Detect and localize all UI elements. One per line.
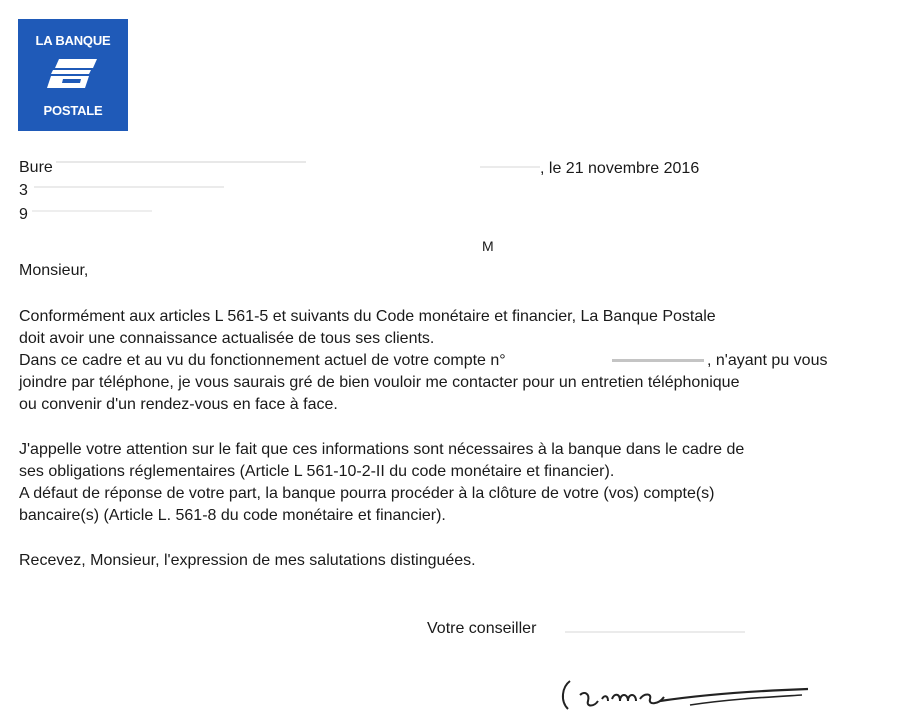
body-line: J'appelle votre attention sur le fait que ces informations sont nécessaires à la banque dans le cadre de bbox=[19, 441, 745, 458]
redaction-smudge bbox=[56, 161, 306, 163]
letter-date: , le 21 novembre 2016 bbox=[540, 160, 700, 177]
logo-text-top: LA BANQUE bbox=[35, 33, 111, 48]
redaction-smudge bbox=[32, 210, 152, 212]
body-line: ou convenir d'un rendez-vous en face à face. bbox=[19, 396, 338, 413]
body-line: Conformément aux articles L 561-5 et suivants du Code monétaire et financier, La Banque Postale bbox=[19, 308, 716, 325]
body-line: joindre par téléphone, je vous saurais gré de bien vouloir me contacter pour un entretien téléphonique bbox=[19, 374, 740, 391]
salutation: Monsieur, bbox=[19, 262, 89, 279]
logo-arrow-icon bbox=[47, 57, 99, 91]
redaction-smudge bbox=[565, 631, 745, 633]
sender-line-1: Bure bbox=[19, 159, 53, 176]
body-line: Dans ce cadre et au vu du fonctionnement actuel de votre compte n° bbox=[19, 352, 506, 369]
body-line: A défaut de réponse de votre part, la banque pourra procéder à la clôture de votre (vos) compte(s) bbox=[19, 485, 715, 502]
bank-logo bbox=[18, 19, 128, 131]
recipient-initial: M bbox=[482, 238, 494, 254]
redaction-smudge bbox=[34, 186, 224, 188]
closing-line: Recevez, Monsieur, l'expression de mes salutations distinguées. bbox=[19, 552, 476, 569]
body-line: bancaire(s) (Article L. 561-8 du code monétaire et financier). bbox=[19, 507, 446, 524]
sender-line-3: 9 bbox=[19, 206, 28, 223]
signature-label: Votre conseiller bbox=[427, 620, 537, 637]
account-number-redacted bbox=[612, 359, 704, 362]
sender-line-2: 3 bbox=[19, 182, 28, 199]
body-line: ses obligations réglementaires (Article L 561-10-2-II du code monétaire et financier). bbox=[19, 463, 615, 480]
logo-text-bottom: POSTALE bbox=[43, 103, 103, 118]
handwritten-signature bbox=[540, 665, 820, 711]
body-line: doit avoir une connaissance actualisée de tous ses clients. bbox=[19, 330, 435, 347]
redaction-smudge bbox=[480, 166, 540, 168]
body-line-end: , n'ayant pu vous bbox=[707, 352, 828, 369]
